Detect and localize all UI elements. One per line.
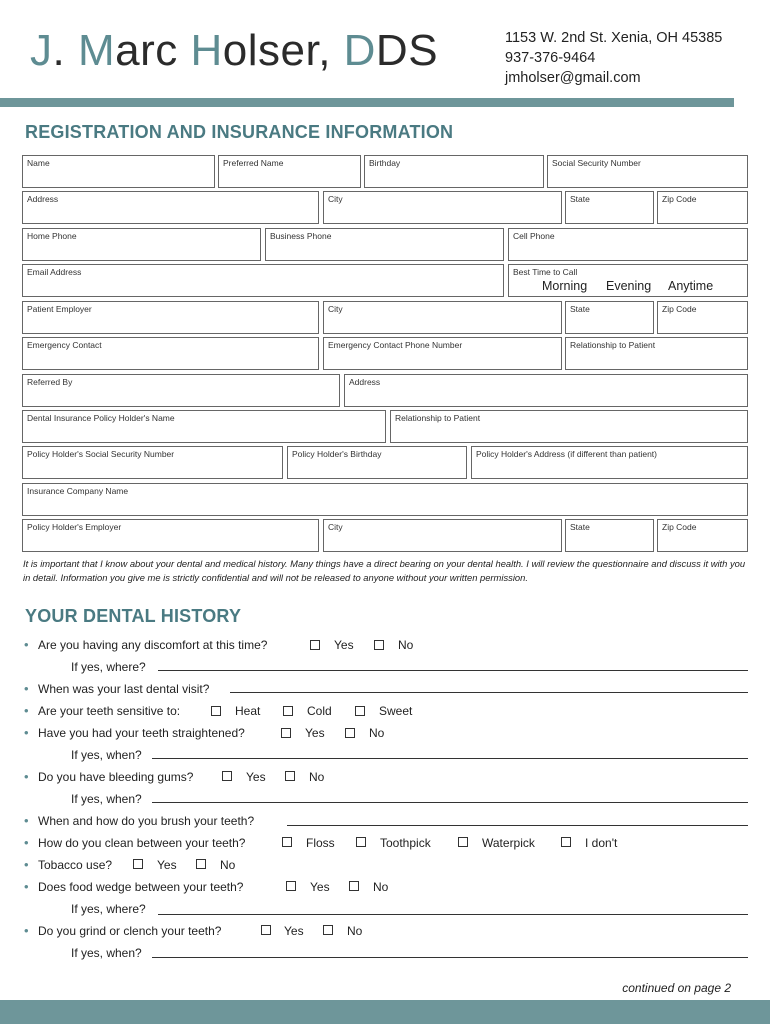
bullet-icon: •	[24, 703, 29, 718]
discomfort-no-checkbox[interactable]	[374, 640, 384, 650]
policy-holder-employer-field[interactable]	[22, 519, 319, 552]
option-label: Yes	[157, 858, 177, 872]
question-text: How do you clean between your teeth?	[38, 836, 246, 850]
field-label: Social Security Number	[552, 158, 641, 168]
dental-history-title: YOUR DENTAL HISTORY	[25, 606, 242, 626]
grind-when-line[interactable]	[152, 957, 748, 958]
policy-employer-state-field[interactable]	[565, 519, 654, 552]
footer-bar	[0, 1000, 770, 1024]
logo-part: H	[190, 26, 223, 75]
q-clean-between	[24, 835, 246, 850]
practice-phone: 937-376-9464	[505, 50, 596, 66]
employer-city-field[interactable]	[323, 301, 562, 334]
cell-phone-field[interactable]	[508, 228, 748, 261]
best-time-evening[interactable]: Evening	[606, 279, 652, 293]
field-label: Dental Insurance Policy Holder's Name	[27, 413, 175, 423]
bullet-icon: •	[24, 857, 29, 872]
bullet-icon: •	[24, 769, 29, 784]
field-label: Referred By	[27, 377, 73, 387]
field-label: Address	[349, 377, 381, 387]
field-label: City	[328, 304, 343, 314]
question-text: Have you had your teeth straightened?	[38, 726, 245, 740]
field-label: Name	[27, 158, 50, 168]
best-time-field	[508, 264, 748, 297]
grind-no-checkbox[interactable]	[323, 925, 333, 935]
q-bleeding	[24, 769, 194, 784]
field-label: Zip Code	[662, 522, 697, 532]
last-visit-line[interactable]	[230, 692, 748, 693]
option-label: Yes	[334, 638, 354, 652]
policy-holder-birthday-field[interactable]	[287, 446, 467, 479]
wedge-no-checkbox[interactable]	[349, 881, 359, 891]
field-label: Policy Holder's Social Security Number	[27, 449, 175, 459]
field-label: State	[570, 522, 590, 532]
city-field[interactable]	[323, 191, 562, 224]
birthday-field[interactable]	[364, 155, 544, 188]
option-label: Heat	[235, 704, 261, 718]
policy-relationship-field[interactable]	[390, 410, 748, 443]
option-label: Yes	[310, 880, 330, 894]
q-tobacco	[24, 857, 113, 872]
followup-label: If yes, where?	[71, 660, 146, 674]
policy-employer-city-field[interactable]	[323, 519, 562, 552]
clean-none-checkbox[interactable]	[561, 837, 571, 847]
q-discomfort	[24, 637, 268, 652]
followup-label: If yes, when?	[71, 748, 142, 762]
practice-address: 1153 W. 2nd St. Xenia, OH 45385	[505, 30, 723, 46]
email-field[interactable]	[22, 264, 504, 297]
option-label: Yes	[284, 924, 304, 938]
bleeding-when-line[interactable]	[152, 802, 748, 803]
discomfort-yes-checkbox[interactable]	[310, 640, 320, 650]
question-text: Do you grind or clench your teeth?	[38, 924, 222, 938]
address-field[interactable]	[22, 191, 319, 224]
wedge-yes-checkbox[interactable]	[286, 881, 296, 891]
q-straightened	[24, 725, 245, 740]
employer-state-field[interactable]	[565, 301, 654, 334]
option-label: No	[373, 880, 389, 894]
policy-holder-ssn-field[interactable]	[22, 446, 283, 479]
q-last-visit	[24, 681, 210, 696]
option-label: Yes	[246, 770, 266, 784]
bullet-icon: •	[24, 813, 29, 828]
q-food-wedge	[24, 879, 244, 894]
logo-part: .	[52, 26, 78, 75]
sensitive-sweet-checkbox[interactable]	[355, 706, 365, 716]
field-label: Zip Code	[662, 304, 697, 314]
zip-field[interactable]	[657, 191, 748, 224]
emergency-phone-field[interactable]	[323, 337, 562, 370]
clean-floss-checkbox[interactable]	[282, 837, 292, 847]
practice-logo	[30, 26, 438, 76]
field-label: City	[328, 522, 343, 532]
contact-info	[505, 28, 722, 88]
option-label: Waterpick	[482, 836, 535, 850]
field-label: Emergency Contact Phone Number	[328, 340, 463, 350]
registration-title: REGISTRATION AND INSURANCE INFORMATION	[25, 122, 454, 142]
straightened-yes-checkbox[interactable]	[281, 728, 291, 738]
field-label: Email Address	[27, 267, 82, 277]
question-text: When and how do you brush your teeth?	[38, 814, 255, 828]
q-sensitive	[24, 703, 181, 718]
option-label: Floss	[306, 836, 335, 850]
bullet-icon: •	[24, 879, 29, 894]
option-label: No	[220, 858, 236, 872]
logo-part: D	[343, 26, 376, 75]
logo-part: arc	[115, 26, 191, 75]
confidentiality-note: It is important that I know about your dental and medical history. Many things have a direct bearing on your dental health. I will review the questionnaire and discuss it with you in detail. Information you give me is strictly confidential and will not be released to anyone without your written permission.	[23, 558, 746, 583]
straightened-no-checkbox[interactable]	[345, 728, 355, 738]
policy-holder-name-field[interactable]	[22, 410, 386, 443]
q-brush	[24, 813, 255, 828]
field-label: Patient Employer	[27, 304, 92, 314]
grind-yes-checkbox[interactable]	[261, 925, 271, 935]
option-label: No	[398, 638, 414, 652]
followup-label: If yes, when?	[71, 946, 142, 960]
field-label: Best Time to Call	[513, 267, 578, 277]
field-label: Insurance Company Name	[27, 486, 129, 496]
insurance-company-field[interactable]	[22, 483, 748, 516]
tobacco-no-checkbox[interactable]	[196, 859, 206, 869]
clean-toothpick-checkbox[interactable]	[356, 837, 366, 847]
field-label: City	[328, 194, 343, 204]
bullet-icon: •	[24, 725, 29, 740]
brush-line[interactable]	[287, 825, 748, 826]
field-label: Relationship to Patient	[570, 340, 656, 350]
referral-address-field[interactable]	[344, 374, 748, 407]
practice-email: jmholser@gmail.com	[505, 70, 641, 86]
field-label: Emergency Contact	[27, 340, 102, 350]
sensitive-heat-checkbox[interactable]	[211, 706, 221, 716]
field-label: State	[570, 304, 590, 314]
ssn-field[interactable]	[547, 155, 748, 188]
best-time-anytime[interactable]: Anytime	[668, 279, 714, 293]
best-time-morning[interactable]: Morning	[542, 279, 588, 293]
field-label: Policy Holder's Birthday	[292, 449, 382, 459]
clean-waterpick-checkbox[interactable]	[458, 837, 468, 847]
followup-label: If yes, when?	[71, 792, 142, 806]
business-phone-field[interactable]	[265, 228, 504, 261]
bullet-icon: •	[24, 637, 29, 652]
field-label: Relationship to Patient	[395, 413, 481, 423]
field-label: Home Phone	[27, 231, 77, 241]
question-text: Do you have bleeding gums?	[38, 770, 194, 784]
question-text: Are your teeth sensitive to:	[38, 704, 181, 718]
option-label: Sweet	[379, 704, 413, 718]
policy-holder-address-field[interactable]	[471, 446, 748, 479]
logo-part: olser,	[222, 26, 344, 75]
logo-part: J	[30, 26, 53, 75]
bullet-icon: •	[24, 835, 29, 850]
bullet-icon: •	[24, 923, 29, 938]
question-text: Are you having any discomfort at this time?	[38, 638, 268, 652]
employer-zip-field[interactable]	[657, 301, 748, 334]
discomfort-where-line[interactable]	[158, 670, 748, 671]
option-label: Cold	[307, 704, 332, 718]
patient-employer-field[interactable]	[22, 301, 319, 334]
bleeding-yes-checkbox[interactable]	[222, 771, 232, 781]
emergency-relationship-field[interactable]	[565, 337, 748, 370]
option-label: No	[369, 726, 385, 740]
question-text: When was your last dental visit?	[38, 682, 210, 696]
logo-part: M	[77, 26, 116, 75]
q-grind	[24, 923, 222, 938]
state-field[interactable]	[565, 191, 654, 224]
field-label: Policy Holder's Employer	[27, 522, 122, 532]
field-label: Policy Holder's Address (if different than patient)	[476, 449, 658, 459]
home-phone-field[interactable]	[22, 228, 261, 261]
logo-part: DS	[375, 26, 439, 75]
option-label: Toothpick	[380, 836, 431, 850]
field-label: Birthday	[369, 158, 401, 168]
bullet-icon: •	[24, 681, 29, 696]
option-label: No	[347, 924, 363, 938]
header-bar	[0, 98, 734, 107]
emergency-contact-field[interactable]	[22, 337, 319, 370]
bleeding-no-checkbox[interactable]	[285, 771, 295, 781]
field-label: Cell Phone	[513, 231, 555, 241]
field-label: Address	[27, 194, 59, 204]
field-label: State	[570, 194, 590, 204]
option-label: I don't	[585, 836, 618, 850]
continued-note: continued on page 2	[622, 981, 731, 995]
straightened-when-line[interactable]	[152, 758, 748, 759]
wedge-where-line[interactable]	[158, 914, 748, 915]
field-label: Business Phone	[270, 231, 332, 241]
followup-label: If yes, where?	[71, 902, 146, 916]
policy-employer-zip-field[interactable]	[657, 519, 748, 552]
question-text: Tobacco use?	[38, 858, 113, 872]
field-label: Zip Code	[662, 194, 697, 204]
option-label: Yes	[305, 726, 325, 740]
question-text: Does food wedge between your teeth?	[38, 880, 244, 894]
referred-by-field[interactable]	[22, 374, 340, 407]
tobacco-yes-checkbox[interactable]	[133, 859, 143, 869]
option-label: No	[309, 770, 325, 784]
preferred-name-field[interactable]	[218, 155, 361, 188]
sensitive-cold-checkbox[interactable]	[283, 706, 293, 716]
name-field[interactable]	[22, 155, 215, 188]
field-label: Preferred Name	[223, 158, 284, 168]
